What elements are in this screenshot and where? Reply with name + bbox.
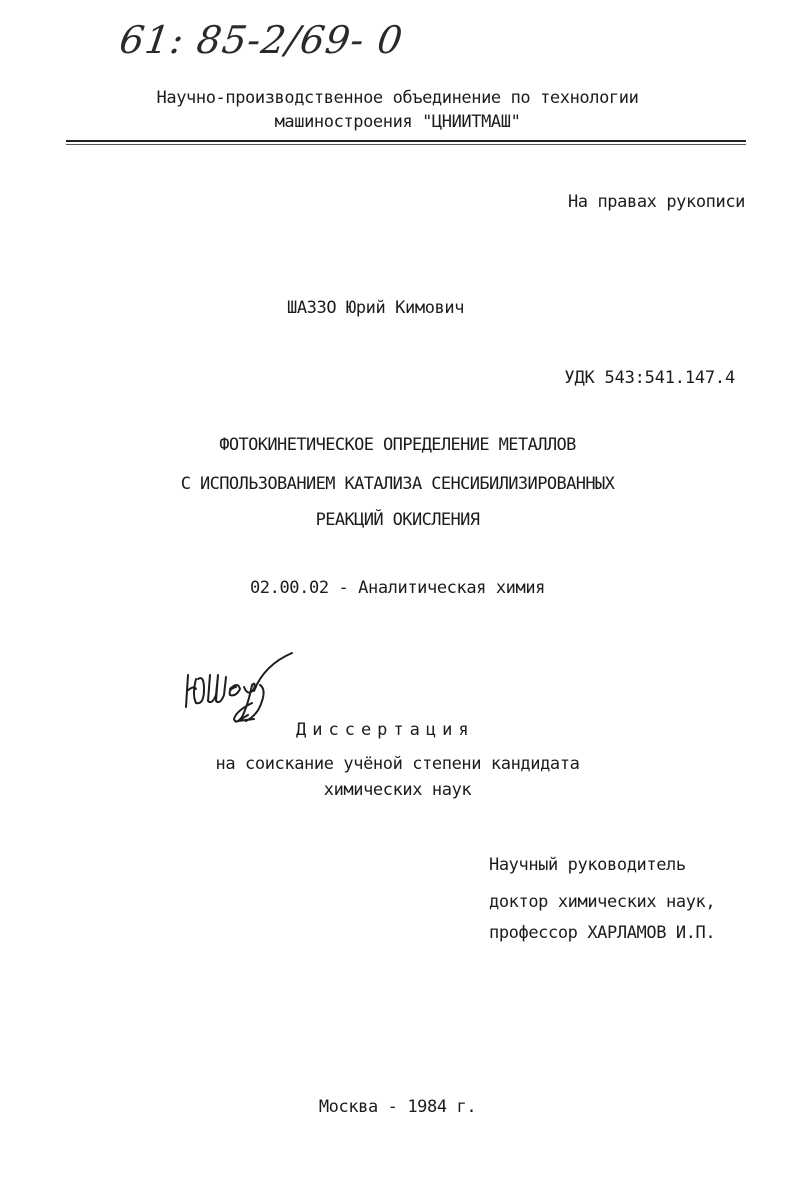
handwritten-archive-number: 61: 85-2/69- 0 — [116, 18, 406, 62]
supervisor-name: профессор ХАРЛАМОВ И.П. — [489, 923, 716, 943]
footer-place-year: Москва - 1984 г. — [318, 1097, 477, 1117]
manuscript-rights-note: На правах рукописи — [567, 192, 745, 212]
author-name: ШАЗЗО Юрий Кимович — [287, 298, 465, 318]
organization-line-2: машиностроения "ЦНИИТМАШ" — [274, 112, 521, 132]
title-line-2: С ИСПОЛЬЗОВАНИЕМ КАТАЛИЗА СЕНСИБИЛИЗИРОВАННЫХ — [180, 474, 615, 494]
title-line-1: ФОТОКИНЕТИЧЕСКОЕ ОПРЕДЕЛЕНИЕ МЕТАЛЛОВ — [219, 435, 576, 455]
dissertation-degree-line-1: на соискание учёной степени кандидата — [215, 754, 580, 774]
organization-line-1: Научно-производственное объединение по технологии — [156, 88, 639, 108]
specialty: 02.00.02 - Аналитическая химия — [249, 578, 546, 598]
supervisor-block — [489, 850, 715, 949]
handwritten-signature-icon — [182, 645, 302, 734]
dissertation-word: Диссертация — [296, 720, 475, 740]
udc-code: УДК 543:541.147.4 — [564, 368, 735, 388]
header-rule — [66, 140, 746, 142]
header-rule-thin — [66, 144, 746, 145]
supervisor-degree: доктор химических наук, — [489, 892, 716, 912]
supervisor-label: Научный руководитель — [489, 855, 686, 875]
title-line-3: РЕАКЦИЙ ОКИСЛЕНИЯ — [315, 510, 480, 530]
dissertation-degree-line-2: химических наук — [323, 780, 472, 800]
